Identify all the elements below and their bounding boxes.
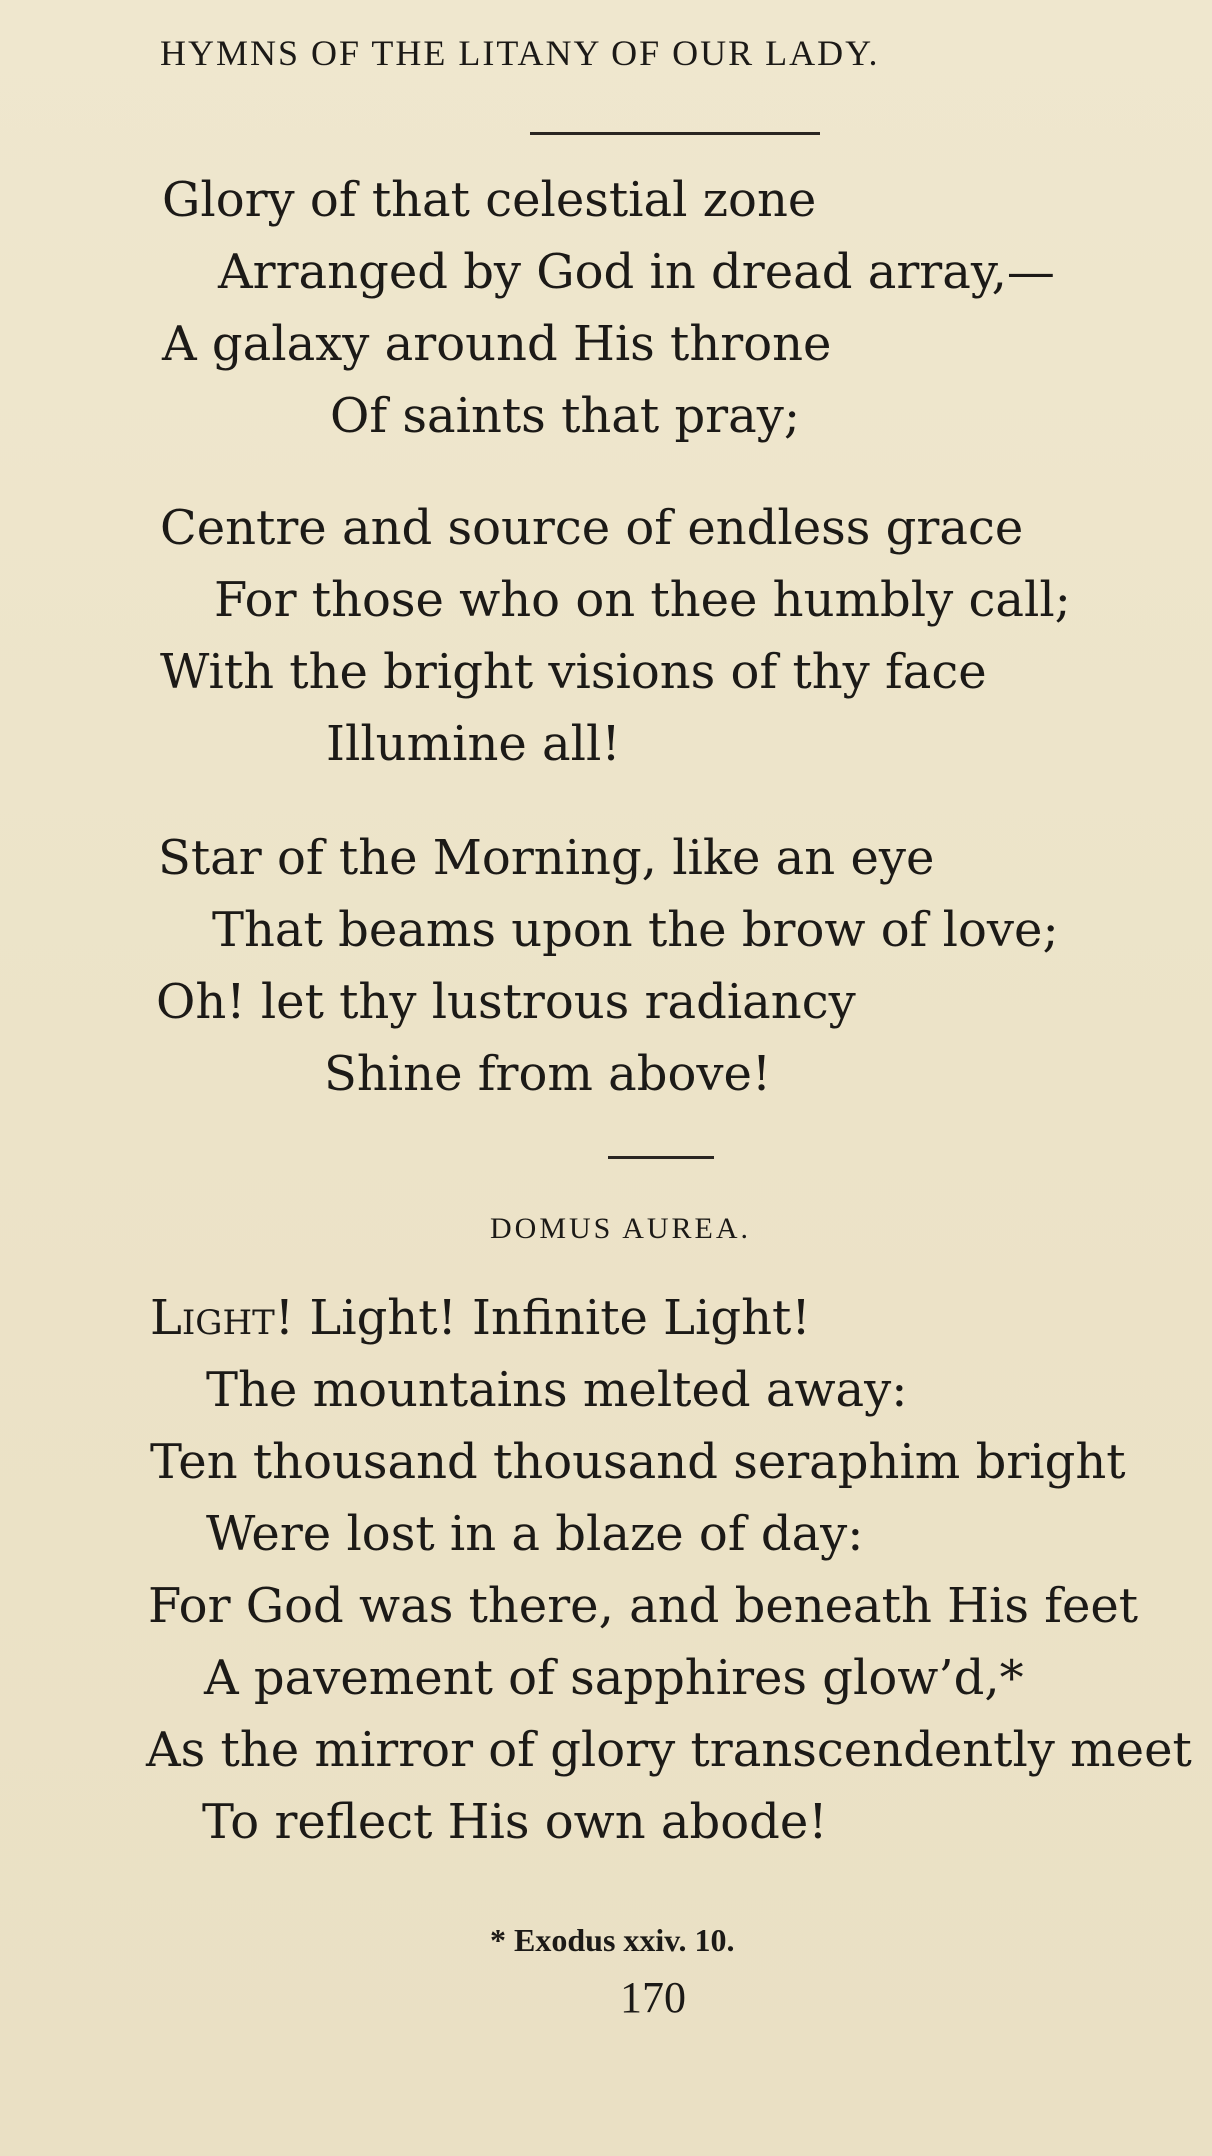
verse-line: Shine from above! [324,1046,772,1102]
verse-line: Ten thousand thousand seraphim bright [150,1434,1126,1490]
verse-line: Glory of that celestial zone [162,172,817,228]
verse-line: A pavement of sapphires glow’d,* [204,1650,1024,1706]
verse-line: A galaxy around His throne [162,316,832,372]
verse-line: That beams upon the brow of love; [212,902,1059,958]
verse-line: Of saints that pray; [330,388,801,444]
verse-first-word: Light [150,1290,275,1346]
verse-line: With the bright visions of thy face [160,644,987,700]
verse-line: For those who on thee humbly call; [214,572,1071,628]
header-rule [530,132,820,135]
verse-line: Centre and source of endless grace [160,500,1024,556]
verse-line: For God was there, and beneath His feet [148,1578,1139,1634]
verse-line: Were lost in a blaze of day: [206,1506,864,1562]
running-head: HYMNS OF THE LITANY OF OUR LADY. [160,33,880,73]
verse-line [150,1290,811,1346]
verse-line: Star of the Morning, like an eye [158,830,935,886]
verse-line: As the mirror of glory transcendently meet [146,1722,1192,1778]
section-rule [608,1156,714,1159]
page-number: 170 [620,1973,686,2022]
verse-line: The mountains melted away: [206,1362,908,1418]
footnote: * Exodus xxiv. 10. [490,1922,735,1958]
verse-line: Illumine all! [326,716,621,772]
hymn-title: DOMUS AUREA. [490,1212,752,1245]
verse-line: Arranged by God in dread array,— [218,244,1055,300]
verse-line: Oh! let thy lustrous radiancy [156,974,856,1030]
verse-first-line-rest: ! Light! Infinite Light! [274,1290,811,1346]
verse-line: To reflect His own abode! [202,1794,828,1850]
